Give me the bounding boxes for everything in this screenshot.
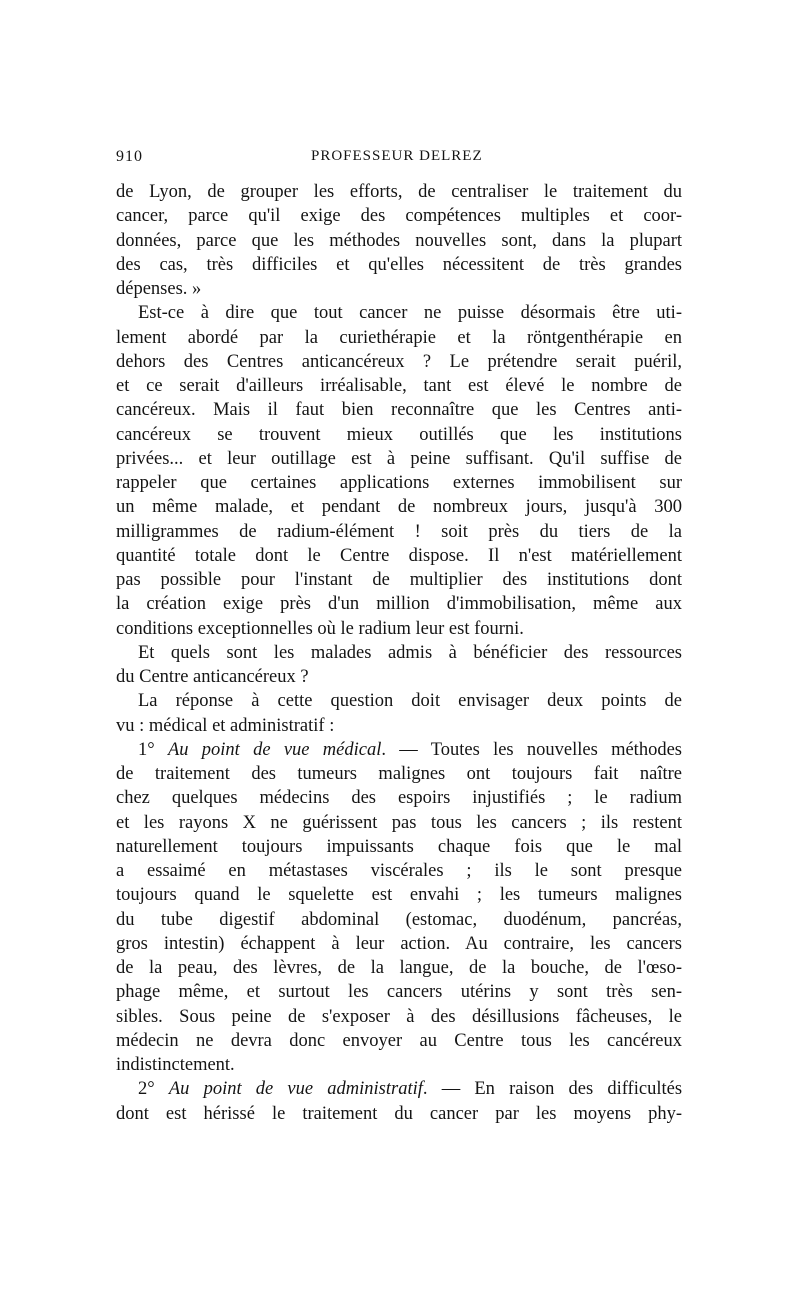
running-title: PROFESSEUR DELREZ [311,148,483,164]
text-line: données, parce que les méthodes nouvelles sont, dans la plupart [116,230,682,251]
text-line: dehors des Centres anticancéreux ? Le prétendre serait puéril, [116,351,682,372]
body-text [116,180,682,1126]
text-line: dépenses. » [116,279,202,299]
text-line: indistinctement. [116,1055,235,1075]
text-line: du tube digestif abdominal (estomac, duodénum, pancréas, [116,909,682,930]
text-line: rappeler que certaines applications externes immobilisent sur [116,473,682,493]
text-line: la création exige près d'un million d'immobilisation, même aux [116,594,682,615]
text-line: naturellement toujours impuissants chaque fois que le mal [116,836,682,857]
text-line: conditions exceptionnelles où le radium leur est fourni. [116,618,524,639]
text-line: de la peau, des lèvres, de la langue, de la bouche, de l'œso- [116,958,682,978]
text-line: privées... et leur outillage est à peine suffisant. Qu'il suffise de [116,448,682,469]
text-line: toujours quand le squelette est envahi ; les tumeurs malignes [116,885,682,906]
text-line: cancéreux se trouvent mieux outillés que les institutions [116,424,682,445]
section-text: . — Toutes les nouvelles méthodes [381,739,682,760]
section-heading: Au point de vue médical [167,739,382,760]
section-text: . — En raison des difficultés [422,1079,683,1100]
text-line: et ce serait d'ailleurs irréalisable, tant est élevé le nombre de [116,376,682,396]
section-heading: Au point de vue administratif [168,1079,423,1100]
text-line: La réponse à cette question doit envisager deux points de [138,691,682,712]
text-line: a essaimé en métastases viscérales ; ils le sont presque [116,861,682,881]
text-line [116,738,682,762]
text-line: pas possible pour l'instant de multiplier des institutions dont [116,570,682,590]
text-line: phage même, et surtout les cancers utérins y sont très sen- [116,982,682,1003]
section-number: 1° [138,739,168,760]
text-line: de traitement des tumeurs malignes ont toujours fait naître [116,764,682,784]
text-line: un même malade, et pendant de nombreux jours, jusqu'à 300 [116,497,682,518]
text-line: du Centre anticancéreux ? [116,667,309,687]
text-line: cancéreux. Mais il faut bien reconnaître que les Centres anti- [116,400,682,421]
text-line: gros intestin) échappent à leur action. Au contraire, les cancers [116,933,682,954]
text-line: vu : médical et administratif : [116,715,335,736]
text-line: quantité totale dont le Centre dispose. Il n'est matériellement [116,545,682,566]
text-line: Est-ce à dire que tout cancer ne puisse désormais être uti- [138,303,682,324]
text-line: lement abordé par la curiethérapie et la röntgenthérapie en [116,327,682,348]
text-line: de Lyon, de grouper les efforts, de centraliser le traitement du [116,182,682,202]
text-line: Et quels sont les malades admis à bénéficier des ressources [138,642,682,663]
text-line: et les rayons X ne guérissent pas tous les cancers ; ils restent [116,812,682,833]
text-line: chez quelques médecins des espoirs injustifiés ; le radium [116,788,682,809]
text-line: médecin ne devra donc envoyer au Centre tous les cancéreux [116,1030,682,1051]
text-line: dont est hérissé le traitement du cancer par les moyens phy- [116,1103,682,1124]
text-line: milligrammes de radium-élément ! soit près du tiers de la [116,521,682,542]
text-line [116,1077,682,1101]
page-number: 910 [116,148,143,165]
text-line: sibles. Sous peine de s'exposer à des désillusions fâcheuses, le [116,1006,682,1027]
text-line: cancer, parce qu'il exige des compétences multiples et coor- [116,206,682,227]
section-number: 2° [138,1079,169,1100]
text-line: des cas, très difficiles et qu'elles nécessitent de très grandes [116,254,682,275]
running-head [116,148,680,170]
